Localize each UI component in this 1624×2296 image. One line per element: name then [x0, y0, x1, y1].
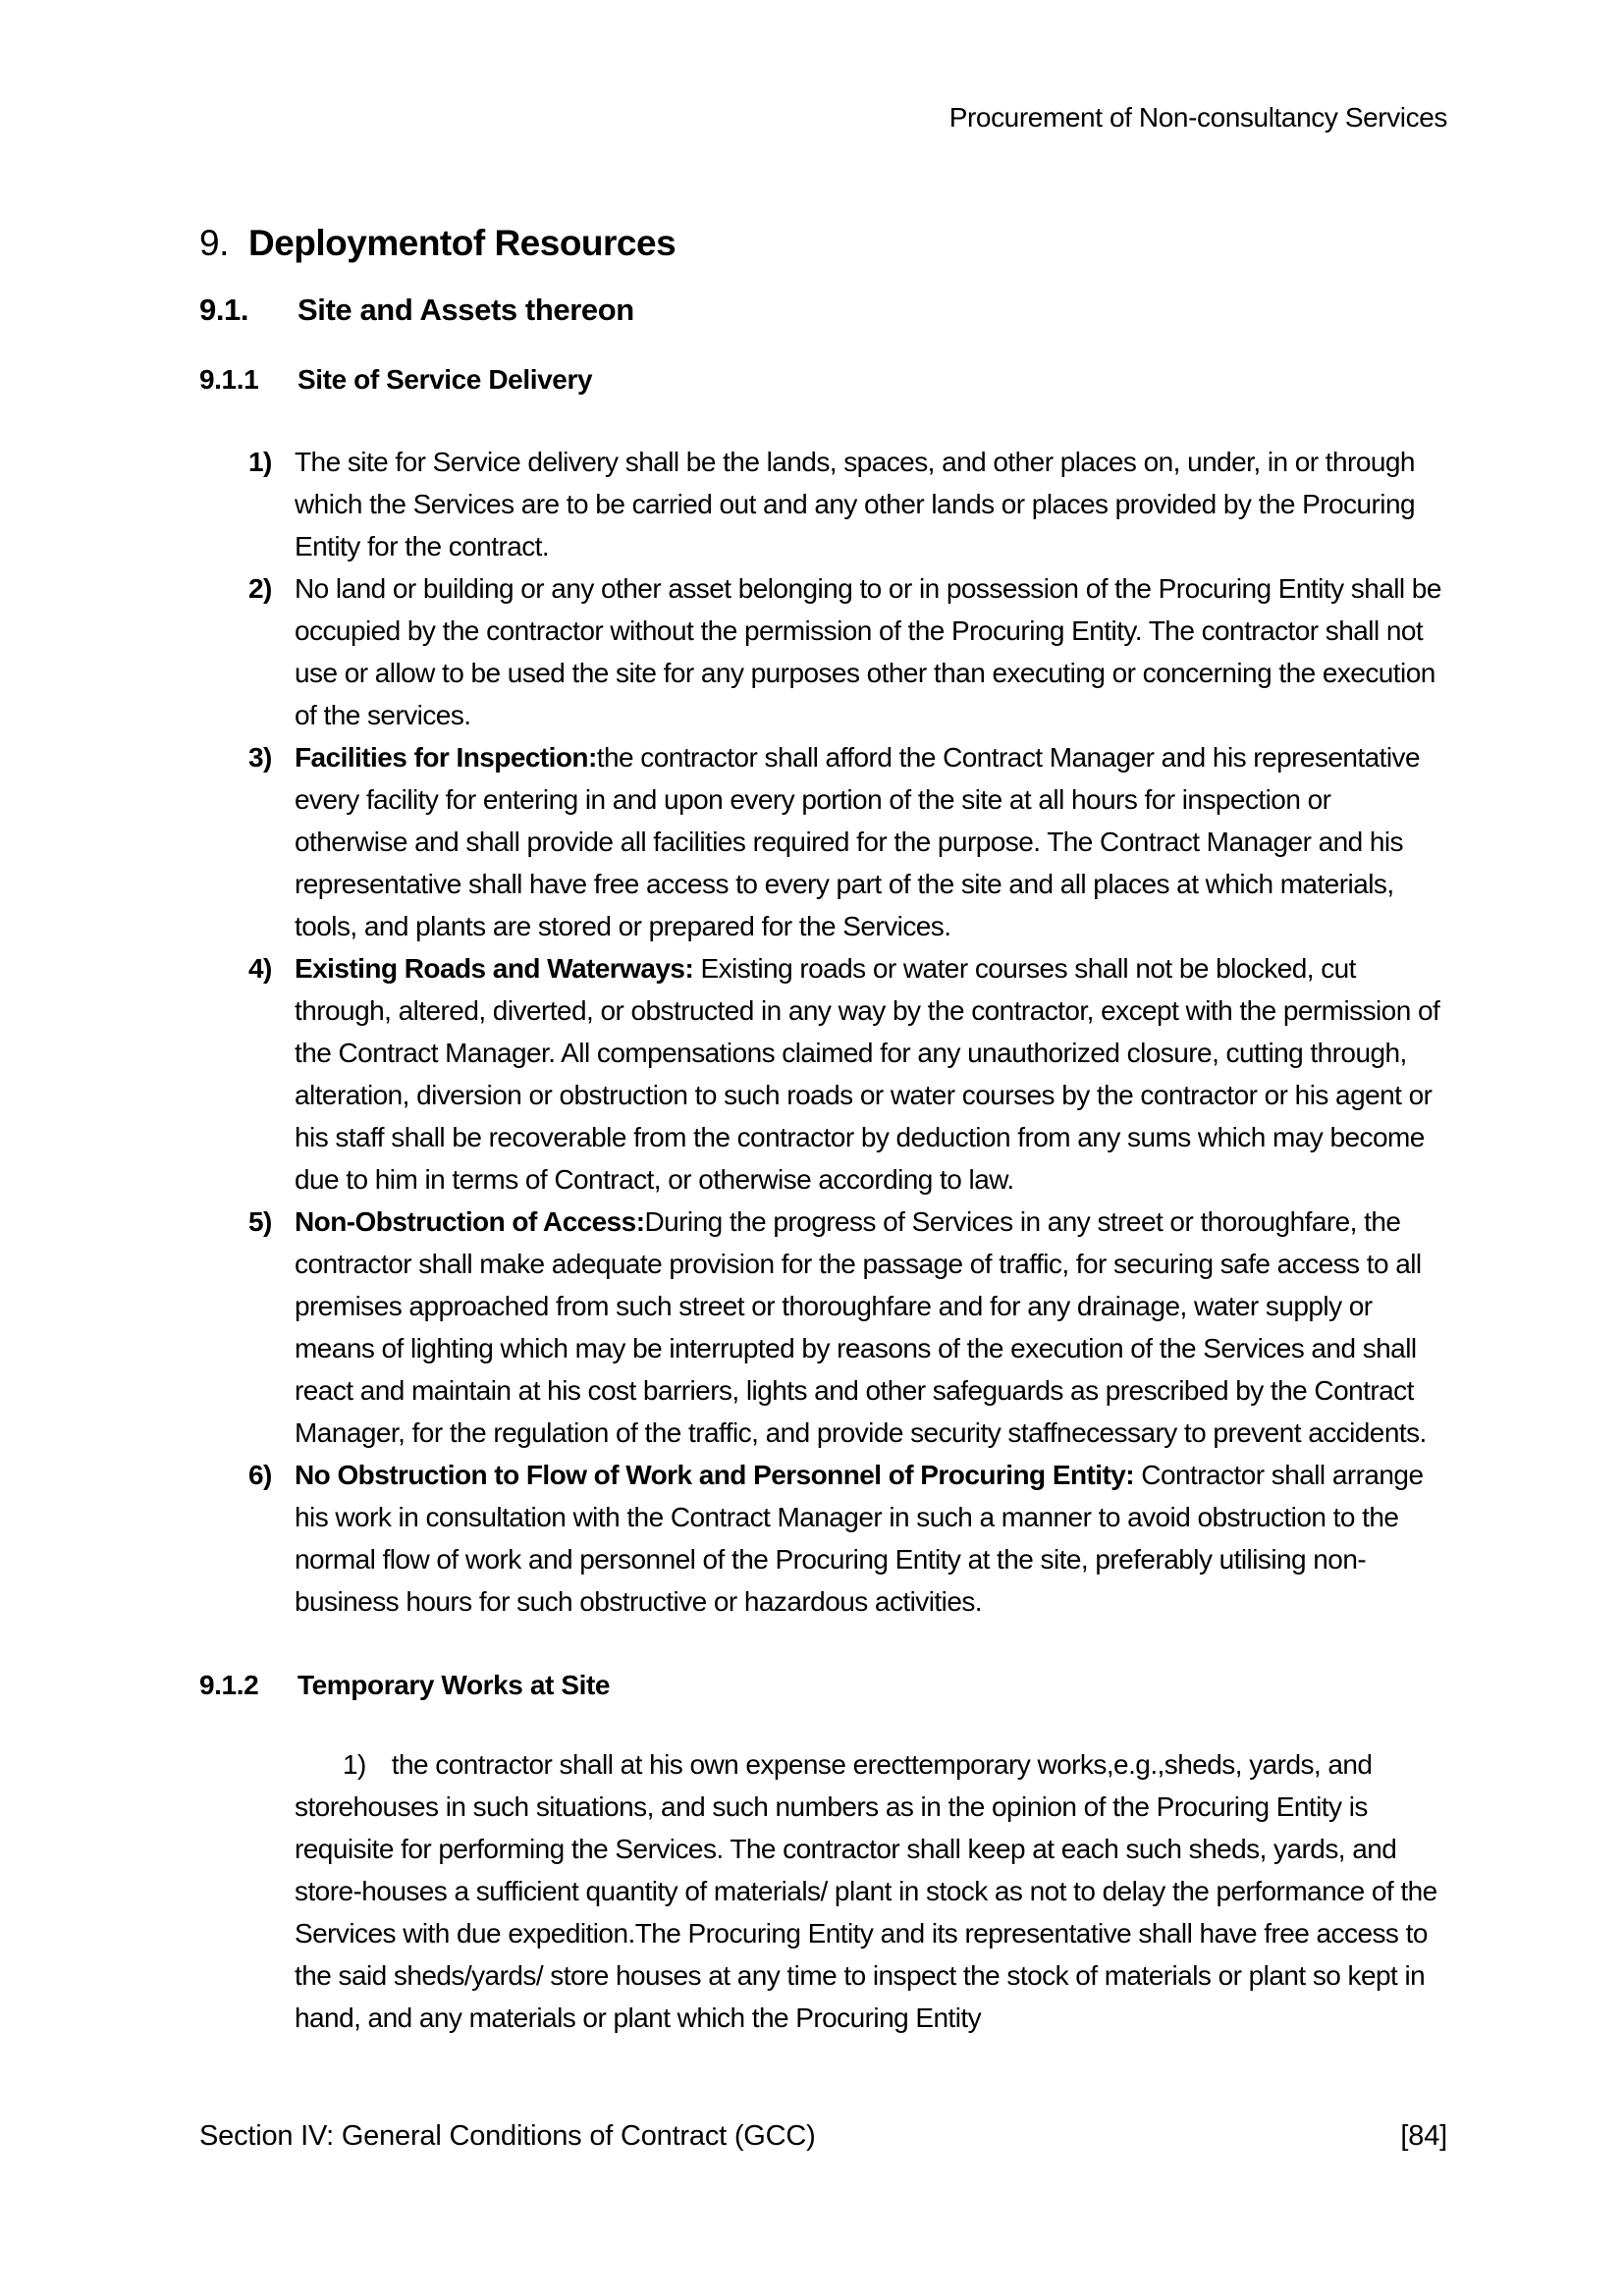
header-text: Procurement of Non-consultancy Services: [948, 102, 1447, 133]
list-item-text: [295, 1454, 1447, 1623]
list-item-text: [295, 1201, 1447, 1454]
list-item-body-text: the contractor shall afford the Contract Manager and his representative every facility for entering in and upon every portion of the site at all hours for inspection or otherwise and shall provide all facilities required for the purpose. The Contract Manager and his representative shall have free access to every part of the site and all places at which materials, tools, and plants are stored or prepared for the Services.: [295, 742, 1421, 941]
list-item: [248, 441, 1447, 567]
list-item-number: 1): [248, 447, 272, 477]
list-item-number: 3): [248, 742, 272, 773]
subsection-heading: [199, 292, 1447, 329]
list-item-body-text: No land or building or any other asset belonging to or in possession of the Procuring Entity shall be occupied by the contractor without the permission of the Procuring Entity. The contractor shall not use or allow to be used the site for any purposes other than executing or concerning the execution of the services.: [295, 573, 1441, 730]
subsection-title: Site and Assets thereon: [298, 293, 634, 327]
list-item-number: 6): [248, 1460, 272, 1490]
paragraph-text: the contractor shall at his own expense erecttemporary works,e.g.,sheds, yards, and storehouses in such situations, and such numbers as in the opinion of the Procuring Entity is requisite for performing the Services. The contractor shall keep at each such sheds, yards, and store-houses a sufficient quantity of materials/ plant in stock as not to delay the performance of the Services with due expedition.The Procuring Entity and its representative shall have free access to the said sheds/yards/ store houses at any time to inspect the stock of materials or plant so kept in hand, and any materials or plant which the Procuring Entity: [295, 1749, 1437, 2033]
page-header: [199, 101, 1447, 134]
clause-title: Site of Service Delivery: [298, 364, 593, 395]
footer-section-label: Section IV: General Conditions of Contract (GCC): [199, 2120, 816, 2152]
section-title: Deploymentof Resources: [248, 223, 677, 263]
list-item-bold-lead: Non-Obstruction of Access:: [295, 1206, 645, 1237]
list-item-bold-lead: Facilities for Inspection:: [295, 742, 597, 773]
clause-heading-temporary-works-at-site: [199, 1668, 1447, 1703]
list-item-text: [295, 736, 1447, 947]
clause-title: Temporary Works at Site: [298, 1670, 611, 1700]
list-item: [248, 567, 1447, 736]
list-item-bold-lead: No Obstruction to Flow of Work and Personnel of Procuring Entity:: [295, 1460, 1135, 1490]
list-item-text: [295, 567, 1447, 736]
clause-heading-site-of-service-delivery: [199, 362, 1447, 398]
clause-number: 9.1.2: [199, 1670, 259, 1700]
temporary-works-paragraph: [295, 1743, 1447, 2039]
paragraph-item-number: 1): [343, 1749, 366, 1780]
clause-number: 9.1.1: [199, 364, 259, 395]
subsection-number: 9.1.: [199, 293, 249, 327]
site-delivery-clause-list: [248, 441, 1447, 1623]
list-item-body-text: Contractor shall arrange his work in consultation with the Contract Manager in such a manner to avoid obstruction to the normal flow of work and personnel of the Procuring Entity at the site, preferably utilising non-business hours for such obstructive or hazardous activities.: [295, 1460, 1424, 1617]
section-number: 9.: [199, 223, 229, 263]
list-item-body-text: The site for Service delivery shall be the lands, spaces, and other places on, under, in or through which the Services are to be carried out and any other lands or places provided by the Procuring Entity for the contract.: [295, 447, 1415, 561]
list-item-bold-lead: Existing Roads and Waterways:: [295, 953, 694, 984]
section-heading: [199, 221, 1447, 266]
list-item: [248, 947, 1447, 1201]
list-item-body-text: During the progress of Services in any street or thoroughfare, the contractor shall make adequate provision for the passage of traffic, for securing safe access to all premises approached from such street or thoroughfare and for any drainage, water supply or means of lighting which may be interrupted by reasons of the execution of the Services and shall react and maintain at his cost barriers, lights and other safeguards as prescribed by the Contract Manager, for the regulation of the traffic, and provide security staffnecessary to prevent accidents.: [295, 1206, 1427, 1448]
list-item: [248, 1201, 1447, 1454]
list-item-number: 4): [248, 953, 272, 984]
list-item: [248, 1454, 1447, 1623]
list-item-number: 5): [248, 1206, 272, 1237]
list-item: [248, 736, 1447, 947]
footer-page-number: [84]: [1400, 2120, 1447, 2152]
list-item-body-text: Existing roads or water courses shall not be blocked, cut through, altered, diverted, or obstructed in any way by the contractor, except with the permission of the Contract Manager. All compensations claimed for any unauthorized closure, cutting through, alteration, diversion or obstruction to such roads or water courses by the contractor or his agent or his staff shall be recoverable from the contractor by deduction from any sums which may become due to him in terms of Contract, or otherwise according to law.: [295, 953, 1440, 1195]
list-item-text: [295, 947, 1447, 1201]
list-item-text: [295, 441, 1447, 567]
list-item-number: 2): [248, 573, 272, 604]
page-footer: [199, 2118, 1447, 2154]
